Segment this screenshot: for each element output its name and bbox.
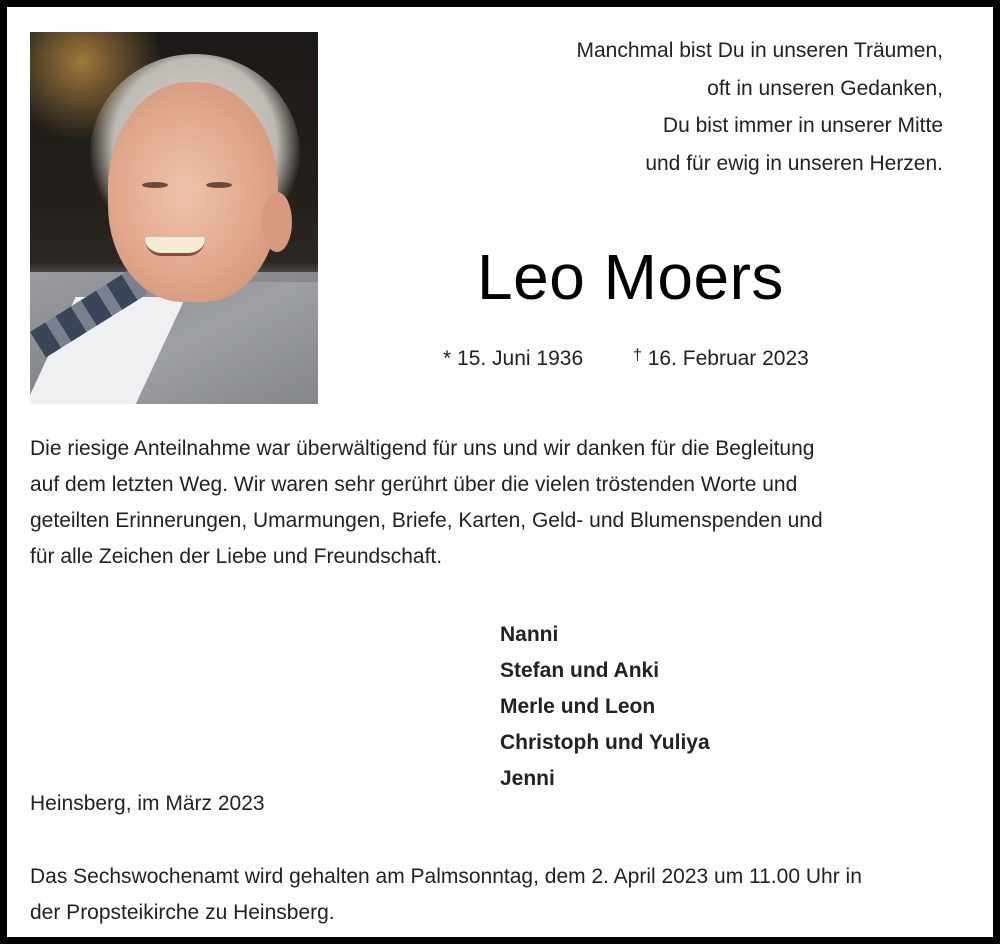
place-and-date: Heinsberg, im März 2023 <box>30 792 265 815</box>
service-notice <box>30 859 980 931</box>
thanks-line: Die riesige Anteilnahme war überwältigend für uns und wir danken für die Begleitung <box>30 437 815 460</box>
memorial-poem <box>483 32 943 182</box>
birth-symbol: * <box>443 347 452 370</box>
family-member: Stefan und Anki <box>500 659 660 682</box>
poem-line: Du bist immer in unserer Mitte <box>662 114 943 137</box>
photo-eye-right <box>206 182 232 188</box>
family-member: Christoph und Yuliya <box>500 731 710 754</box>
family-member: Jenni <box>500 767 555 790</box>
poem-line: und für ewig in unseren Herzen. <box>645 151 943 175</box>
portrait-photo <box>30 32 318 404</box>
service-line: Das Sechswochenamt wird gehalten am Palmsonntag, dem 2. April 2023 um 11.00 Uhr in <box>30 865 862 888</box>
death-entry <box>633 347 809 370</box>
death-date: 16. Februar 2023 <box>647 347 809 370</box>
photo-ear <box>262 192 292 252</box>
thanks-paragraph <box>30 431 960 575</box>
obituary-notice <box>7 7 993 937</box>
family-member: Nanni <box>500 623 559 646</box>
photo-mouth <box>145 237 205 256</box>
deceased-name: Leo Moers <box>477 241 784 313</box>
thanks-line: auf dem letzten Weg. Wir waren sehr gerührt über die vielen tröstenden Worte und <box>30 473 798 496</box>
service-line: der Propsteikirche zu Heinsberg. <box>30 901 335 924</box>
photo-face <box>108 82 278 302</box>
birth-date: 15. Juni 1936 <box>457 347 584 370</box>
poem-line: oft in unseren Gedanken, <box>707 76 943 100</box>
family-member: Merle und Leon <box>500 695 656 718</box>
life-dates <box>443 341 809 374</box>
poem-line: Manchmal bist Du in unseren Träumen, <box>576 39 943 62</box>
cross-icon: † <box>632 347 642 364</box>
family-signatures <box>500 617 710 797</box>
photo-eye-left <box>142 182 168 188</box>
thanks-line: für alle Zeichen der Liebe und Freundschaft. <box>30 545 443 568</box>
thanks-line: geteilten Erinnerungen, Umarmungen, Briefe, Karten, Geld- und Blumenspenden und <box>30 509 823 532</box>
